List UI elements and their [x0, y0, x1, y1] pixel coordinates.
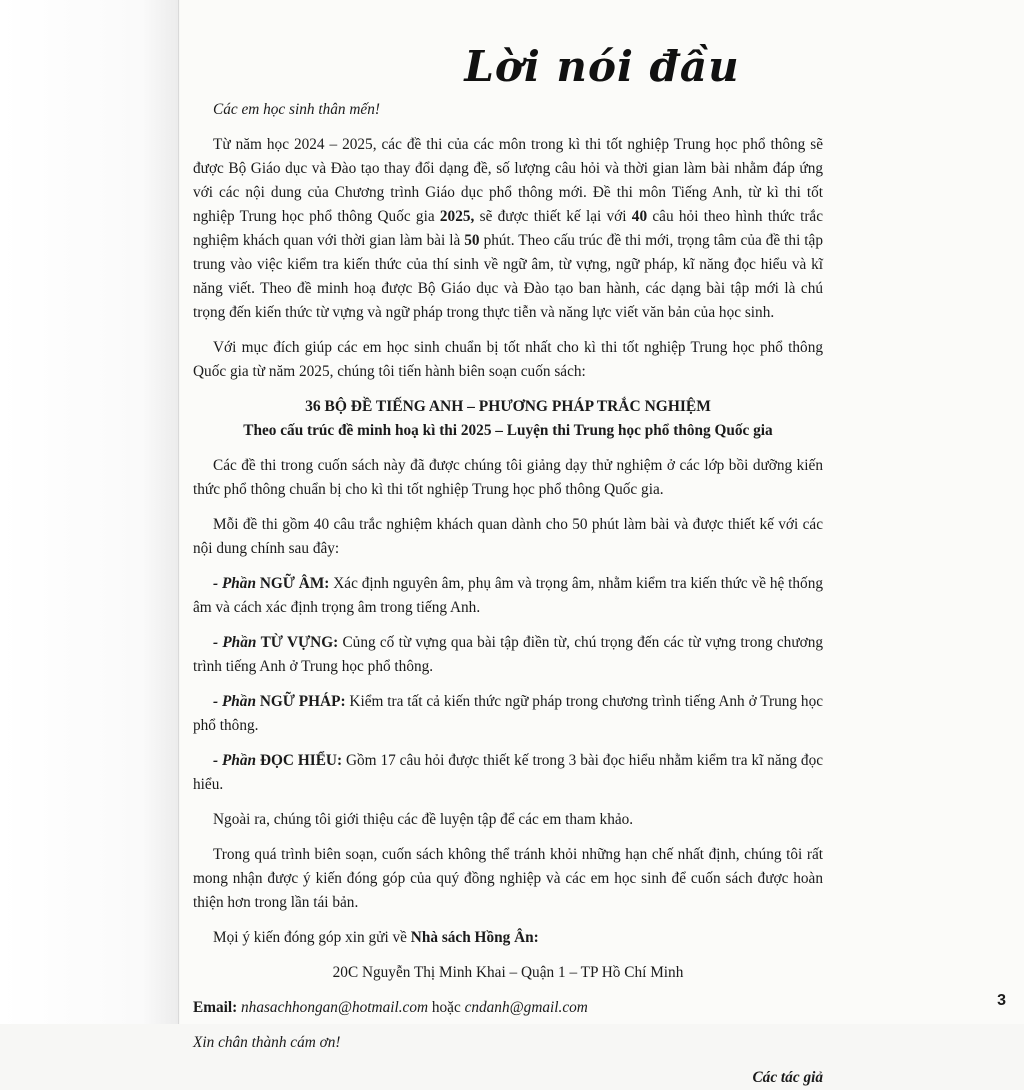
book-subtitle: Theo cấu trúc đề minh hoạ kì thi 2025 – Luyện thi Trung học phổ thông Quốc gia — [243, 422, 773, 439]
section-text: Kiểm tra tất cả kiến thức ngữ pháp trong chương trình tiếng Anh ở Trung học phổ thông. — [193, 693, 824, 734]
paragraph-structure: Mỗi đề thi gồm 40 câu trắc nghiệm khách quan dành cho 50 phút làm bài và được thiết kế với các nội dung chính sau đây: — [193, 516, 823, 557]
paragraph-feedback: Trong quá trình biên soạn, cuốn sách không thể tránh khỏi những hạn chế nhất định, chúng tôi rất mong nhận được ý kiến đóng góp của quý đồng nghiệp và các em học sinh để cuốn sách được hoàn thiện hơn trong lần tái bản. — [193, 846, 823, 911]
email-primary: nhasachhongan@hotmail.com — [241, 999, 429, 1016]
left-page-edge — [0, 0, 179, 1024]
para1-text-c: sẽ được thiết kế lại với — [474, 208, 632, 225]
section-text: Gồm 17 câu hỏi được thiết kế trong 3 bài đọc hiểu nhằm kiểm tra kĩ năng đọc hiểu. — [193, 752, 824, 793]
section-text: Củng cố từ vựng qua bài tập điền từ, chú trọng đến các từ vựng trong chương trình tiếng Anh ở Trung học phổ thông. — [193, 634, 824, 675]
para1-text-g: phút. Theo cấu trúc đề thi mới, trọng tâm của đề thi tập trung vào việc kiểm tra kiến thức của thí sinh về ngữ âm, từ vựng, ngữ pháp, kĩ năng đọc hiểu và kĩ năng viết. Theo đề minh hoạ được Bộ Giáo dục và Đào tạo ban hành, các dạng bài tập mới là chú trọng đến kiến thức từ vựng và ngữ pháp trong thực tiễn và năng lực viết văn bản của học sinh. — [193, 232, 823, 321]
section-prefix: - Phần — [213, 693, 260, 710]
document-page — [180, 0, 1024, 1086]
section-prefix: - Phần — [213, 634, 261, 651]
paragraph-intro — [193, 133, 823, 325]
section-name: TỪ VỰNG: — [260, 634, 339, 651]
para1-text-a: Từ năm học 2024 – 2025, các đề thi của các môn trong kì thi tốt nghiệp Trung học phổ thông sẽ được Bộ Giáo dục và Đào tạo thay đổi dạng đề, số lượng câu hỏi và thời gian làm bài nhằm đáp ứng với các nội dung của Chương trình Giáo dục phổ thông mới. Đề thi môn Tiếng Anh, từ kì thi tốt nghiệp Trung học phổ thông Quốc gia — [193, 136, 823, 225]
section-prefix: - Phần — [213, 575, 260, 592]
page-number: 3 — [997, 992, 1006, 1009]
section-prefix: - Phần — [213, 752, 260, 769]
greeting: Các em học sinh thân mến! — [213, 101, 380, 118]
publisher-name: Nhà sách Hồng Ân: — [410, 929, 539, 946]
para1-question-count: 40 — [631, 208, 648, 225]
page-content — [193, 98, 823, 1090]
section-grammar — [193, 690, 823, 738]
para1-minutes: 50 — [464, 232, 480, 249]
section-reading — [193, 749, 823, 797]
email-label: Email: — [193, 999, 238, 1016]
email-secondary: cndanh@gmail.com — [464, 999, 588, 1016]
section-vocabulary — [193, 631, 823, 679]
paragraph-purpose: Với mục đích giúp các em học sinh chuẩn bị tốt nhất cho kì thi tốt nghiệp Trung học phổ thông Quốc gia từ năm 2025, chúng tôi tiến hành biên soạn cuốn sách: — [193, 339, 823, 380]
para1-year: 2025, — [439, 208, 475, 225]
paragraph-tested: Các đề thi trong cuốn sách này đã được chúng tôi giảng dạy thử nghiệm ở các lớp bồi dưỡng kiến thức phổ thông chuẩn bị cho kì thi tốt nghiệp Trung học phổ thông Quốc gia. — [193, 457, 823, 498]
thanks-line: Xin chân thành cám ơn! — [193, 1034, 341, 1051]
book-title: 36 BỘ ĐỀ TIẾNG ANH – PHƯƠNG PHÁP TRẮC NGHIỆM — [305, 398, 711, 415]
section-name: NGỮ ÂM: — [259, 575, 330, 592]
page-title: Lời nói đầu — [464, 42, 740, 91]
para1-text-e: câu hỏi theo hình thức trắc nghiệm khách quan với thời gian làm bài là — [193, 208, 824, 249]
section-text: Xác định nguyên âm, phụ âm và trọng âm, nhằm kiểm tra kiến thức về hệ thống âm và cách xác định trọng âm trong tiếng Anh. — [193, 575, 823, 616]
section-phonetics — [193, 572, 823, 620]
address: 20C Nguyễn Thị Minh Khai – Quận 1 – TP Hồ Chí Minh — [332, 964, 684, 981]
section-name: NGỮ PHÁP: — [259, 693, 346, 710]
email-line — [193, 996, 823, 1020]
contact-line — [193, 926, 823, 950]
paragraph-extra: Ngoài ra, chúng tôi giới thiệu các đề luyện tập để các em tham khảo. — [213, 811, 634, 828]
authors-signature: Các tác giả — [752, 1069, 823, 1086]
email-or: hoặc — [428, 999, 465, 1016]
section-name: ĐỌC HIỂU: — [259, 752, 343, 769]
contact-intro: Mọi ý kiến đóng góp xin gửi về — [213, 929, 411, 946]
